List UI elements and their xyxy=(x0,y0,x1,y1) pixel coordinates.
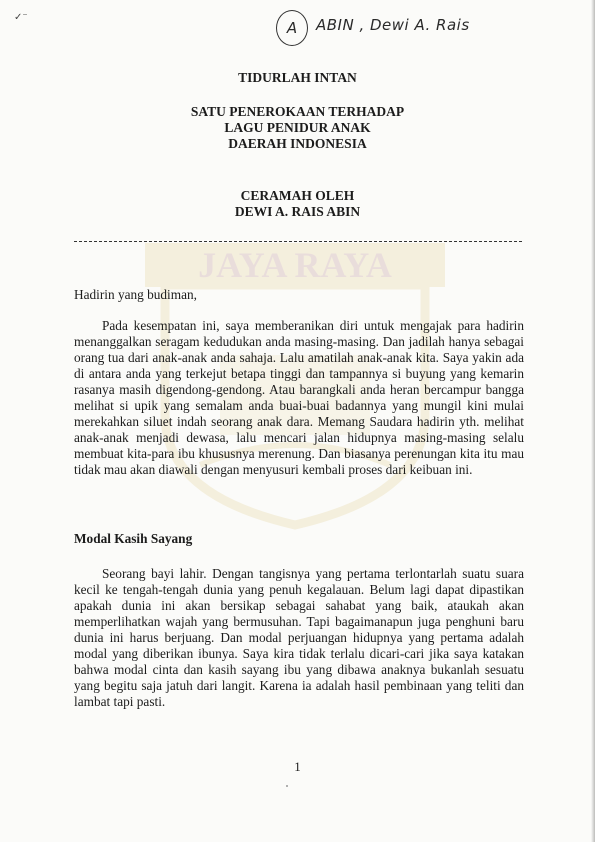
main-title: TIDURLAH INTAN xyxy=(238,70,357,85)
subtitle-line-2: LAGU PENIDUR ANAK xyxy=(224,120,371,135)
paragraph-1: Pada kesempatan ini, saya memberanikan diri untuk mengajak para hadirin menanggalkan seragam kedudukan anda masing-masing. Dan jadilah hanya sebagai orang tua dari anak-anak anda sahaja. Lalu amatilah anak-anak kita. Saya yakin ada di antara anda yang terkejut betapa tinggi dan tampannya si buyung yang kemarin rasanya masih digendong-gendong. Atau barangkali anda heran bercampur bangga melihat si upik yang semalam anda buai-buai badannya yang mungil kini mulai merekahkan siluet indah seorang anak dara. Memang Saudara hadirin yth. melihat anak-anak menjadi dewasa, lalu mencari jalan hidupnya masing-masing selalu membuat kita-para ibu khususnya merenung. Dan biasanya perenungan kita itu mau tidak mau akan diawali dengan menyusuri kembali proses dari keibuan ini. xyxy=(74,318,524,477)
scan-speck xyxy=(286,785,288,787)
watermark-text: JAYA RAYA xyxy=(198,245,392,285)
circled-letter: A xyxy=(276,10,308,46)
subtitle-line-3: DAERAH INDONESIA xyxy=(228,136,367,151)
handwritten-annotation xyxy=(270,8,490,44)
handwritten-name: ABIN , Dewi A. Rais xyxy=(316,16,470,34)
section-heading: Modal Kasih Sayang xyxy=(74,531,193,546)
dashed-divider xyxy=(74,241,522,242)
subtitle-line-1: SATU PENEROKAAN TERHADAP xyxy=(190,104,405,119)
page-edge-shadow xyxy=(591,0,595,842)
scan-mark-icon: ✓⁻ xyxy=(14,12,28,23)
author-name: DEWI A. RAIS ABIN xyxy=(234,204,361,219)
paragraph-2: Seorang bayi lahir. Dengan tangisnya yang pertama terlontarlah suatu suara kecil ke tengah-tengah dunia yang penuh kegalauan. Belum lagi dapat dipastikan apakah dunia ini akan bersikap sebagai sahabat yang baik, ataukah akan memperlihatkan wajah yang bermusuhan. Tapi bagaimanapun juga penghuni baru dunia ini harus berjuang. Dan modal perjuangan hidupnya yang pertama adalah modal yang diberikan ibunya. Saya kira tidak terlalu dicari-cari jika saya katakan bahwa modal cinta dan kasih sayang ibu yang dibawa anaknya bukanlah sesuatu yang begitu saja jatuh dari langit. Karena ia adalah hasil pembinaan yang teliti dan lambat tapi pasti. xyxy=(74,566,524,709)
salutation: Hadirin yang budiman, xyxy=(74,287,197,302)
lecture-label: CERAMAH OLEH xyxy=(240,188,355,203)
page-number: 1 xyxy=(294,759,301,774)
